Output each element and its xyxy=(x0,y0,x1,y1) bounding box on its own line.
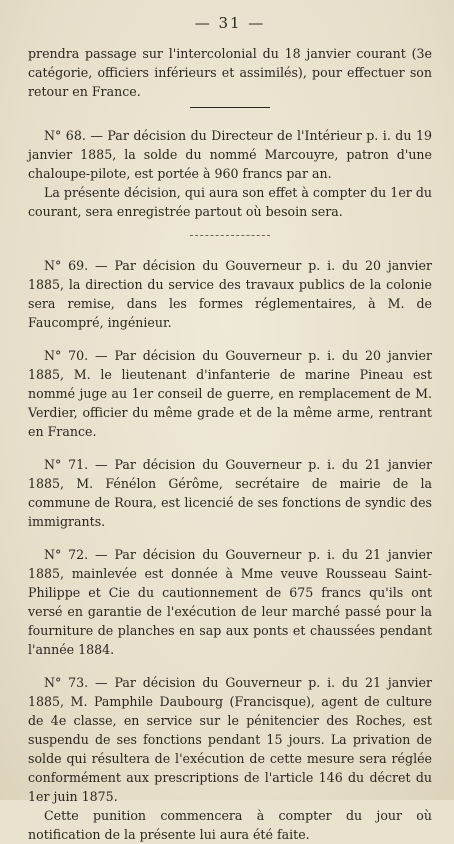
decision-paragraph: N° 73. — Par décision du Gouverneur p. i. du 21 janvier 1885, M. Pamphile Daubourg (Francisque), agent de culture de 4e classe, en service sur le pénitencier des Roches, est suspendu de ses fonctions pendant 15 jours. La privation de solde qui résultera de l'exécution de cette mesure sera réglée conformément aux prescriptions de l'article 146 du décret du 1er juin 1875. xyxy=(28,675,432,804)
section-divider xyxy=(190,235,270,236)
decision-paragraph: N° 70. — Par décision du Gouverneur p. i. du 20 janvier 1885, M. le lieutenant d'infanterie de marine Pineau est nommé juge au 1er conseil de guerre, en remplacement de M. Verdier, officier du même grade et de la même arme, rentrant en France. xyxy=(28,348,432,439)
decision-entry-68 xyxy=(28,126,432,221)
decision-paragraph: N° 69. — Par décision du Gouverneur p. i. du 20 janvier 1885, la direction du service des travaux publics de la colonie sera remise, dans les formes réglementaires, à M. de Faucompré, ingénieur. xyxy=(28,258,432,330)
decision-entry-72 xyxy=(28,545,432,659)
decision-entry-70 xyxy=(28,346,432,441)
page-number: — 31 — xyxy=(194,14,266,32)
decision-paragraph: N° 71. — Par décision du Gouverneur p. i. du 21 janvier 1885, M. Fénélon Gérôme, secrétaire de mairie de la commune de Roura, est licencié de ses fonctions de syndic des immigrants. xyxy=(28,457,432,529)
decision-paragraph: N° 68. — Par décision du Directeur de l'Intérieur p. i. du 19 janvier 1885, la solde du nommé Marcouyre, patron d'une chaloupe-pilote, est portée à 960 francs par an. xyxy=(28,128,432,181)
decision-paragraph: Cette punition commencera à compter du jour où notification de la présente lui aura été faite. xyxy=(28,808,432,842)
decision-paragraph: La présente décision, qui aura son effet à compter du 1er du courant, sera enregistrée partout où besoin sera. xyxy=(28,185,432,219)
decision-paragraph: N° 72. — Par décision du Gouverneur p. i. du 21 janvier 1885, mainlevée est donnée à Mme veuve Rousseau Saint-Philippe et Cie du cautionnement de 675 francs qu'ils ont versé en garantie de l'exécution de leur marché passé pour la fourniture de planches en sap aux ponts et chaussées pendant l'année 1884. xyxy=(28,547,432,657)
intro-paragraph: prendra passage sur l'intercolonial du 18 janvier courant (3e catégorie, officiers inférieurs et assimilés), pour effectuer son retour en France. xyxy=(28,46,432,99)
decision-entry-73 xyxy=(28,673,432,844)
decision-entry-69 xyxy=(28,256,432,332)
section-divider xyxy=(190,107,270,108)
decision-entry-71 xyxy=(28,455,432,531)
